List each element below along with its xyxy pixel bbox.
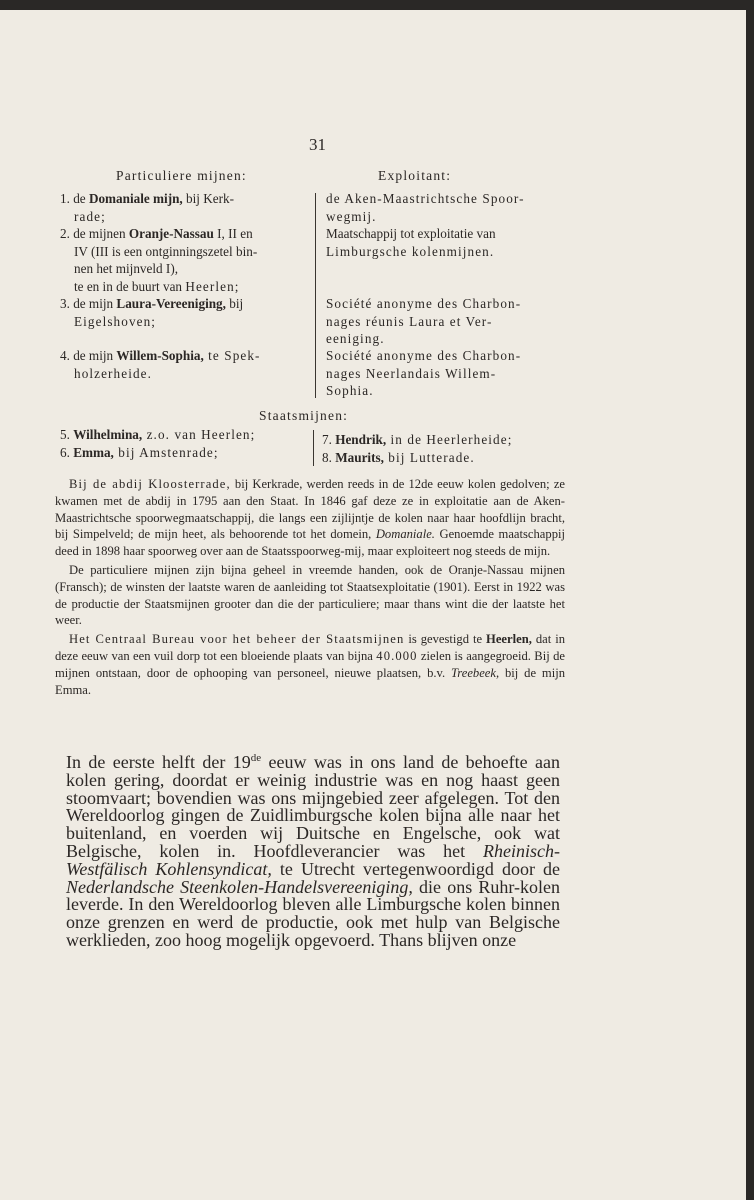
list-item: de Aken-Maastrichtsche Spoor- wegmij.	[326, 191, 525, 224]
paragraph: Bij de abdij Kloosterrade, bij Kerkrade, werden reeds in de 12de eeuw kolen gedolven; ze kwamen met de abdij in 1795 aan den Staat. In 1846 gaf deze ze in exploitatie aan de Aken-Maastrichtsche spoorwegmaatschappij, die langs een zijlijntje de kolen naar haar hoofdlijn bracht, bij Simpelveld; de mijn heet, als behoorende tot het domein, Domaniale. Genoemde maatschappij deed in 1898 haar spoorweg over aan de Staatsspoorweg-mij, maar exploiteert nog steeds de mijn.	[55, 477, 566, 559]
state-mines-right	[322, 431, 572, 466]
heading-operator: Exploitant:	[378, 168, 452, 183]
list-item: 8. Maurits, bij Lutterade.	[322, 449, 475, 465]
page-number: 31	[309, 135, 326, 154]
heading-state-mines: Staatsmijnen:	[259, 408, 349, 423]
list-item: 2. de mijnen Oranje-Nassau I, II en IV (III is een ontginningszetel bin- nen het mijnveld I), te en in de buurt van Heerlen;	[60, 226, 258, 294]
page	[0, 10, 746, 1200]
list-item: 1. de Domaniale mijn, bij Kerk- rade;	[60, 191, 234, 224]
list-item: 6. Emma, bij Amstenrade;	[60, 444, 219, 460]
body-text-section	[66, 750, 560, 950]
paragraph: De particuliere mijnen zijn bijna geheel in vreemde handen, ook de Oranje-Nassau mijnen (Fransch); de winsten der laatste waren de aanleiding tot Staatsexploitatie (1901). Eerst in 1922 was de productie der Staatsmijnen grooter dan die der particuliere; maar thans wint die der laatste het weer.	[55, 562, 565, 628]
column-divider	[315, 193, 316, 398]
list-item: 3. de mijn Laura-Vereeniging, bij Eigelshoven;	[60, 296, 244, 329]
list-item: Société anonyme des Charbon- nages réunis Laura et Ver- eeniging.	[326, 296, 522, 346]
list-item: 4. de mijn Willem-Sophia, te Spek- holzerheide.	[60, 348, 261, 381]
small-print-section	[55, 476, 565, 698]
list-item: Société anonyme des Charbon- nages Neerlandais Willem- Sophia.	[326, 348, 522, 398]
column-divider	[313, 430, 314, 466]
list-item: 7. Hendrik, in de Heerlerheide;	[322, 432, 513, 447]
paragraph: In de eerste helft der 19de eeuw was in ons land de behoefte aan kolen gering, doordat er weinig industrie was en nog haast geen stoomvaart; bovendien was ons mijngebied zeer afgelegen. Tot den Wereldoorlog gingen de Zuidlimburgsche kolen bijna alle naar het buitenland, en voerden wij Duitsche en Engelsche, ook wat Belgische, kolen in. Hoofdleverancier was het Rheinisch-Westfälisch Kohlensyndicat, te Utrecht vertegenwoordigd door de Nederlandsche Steenkolen-Handelsvereeniging, die ons Ruhr-kolen leverde. In den Wereldoorlog bleven alle Limburgsche kolen binnen onze grenzen en werd de productie, ook met hulp van Belgische werklieden, zoo hoog mogelijk opgevoerd. Thans blijven onze	[66, 752, 561, 950]
list-item: Maatschappij tot exploitatie van Limburgsche kolenmijnen.	[326, 226, 496, 259]
list-item: 5. Wilhelmina, z.o. van Heerlen;	[60, 427, 256, 442]
state-mines-left	[60, 426, 310, 461]
heading-private-mines: Particuliere mijnen:	[116, 168, 247, 183]
paragraph: Het Centraal Bureau voor het beheer der Staatsmijnen is gevestigd te Heerlen, dat in deze eeuw van een vuil dorp tot een bloeiende plaats van bijna 40.000 zielen is aangegroeid. Bij de mijnen ontstaan, door de ophooping van personeel, nieuwe plaatsen, b.v. Treebeek, bij de mijn Emma.	[55, 632, 565, 697]
